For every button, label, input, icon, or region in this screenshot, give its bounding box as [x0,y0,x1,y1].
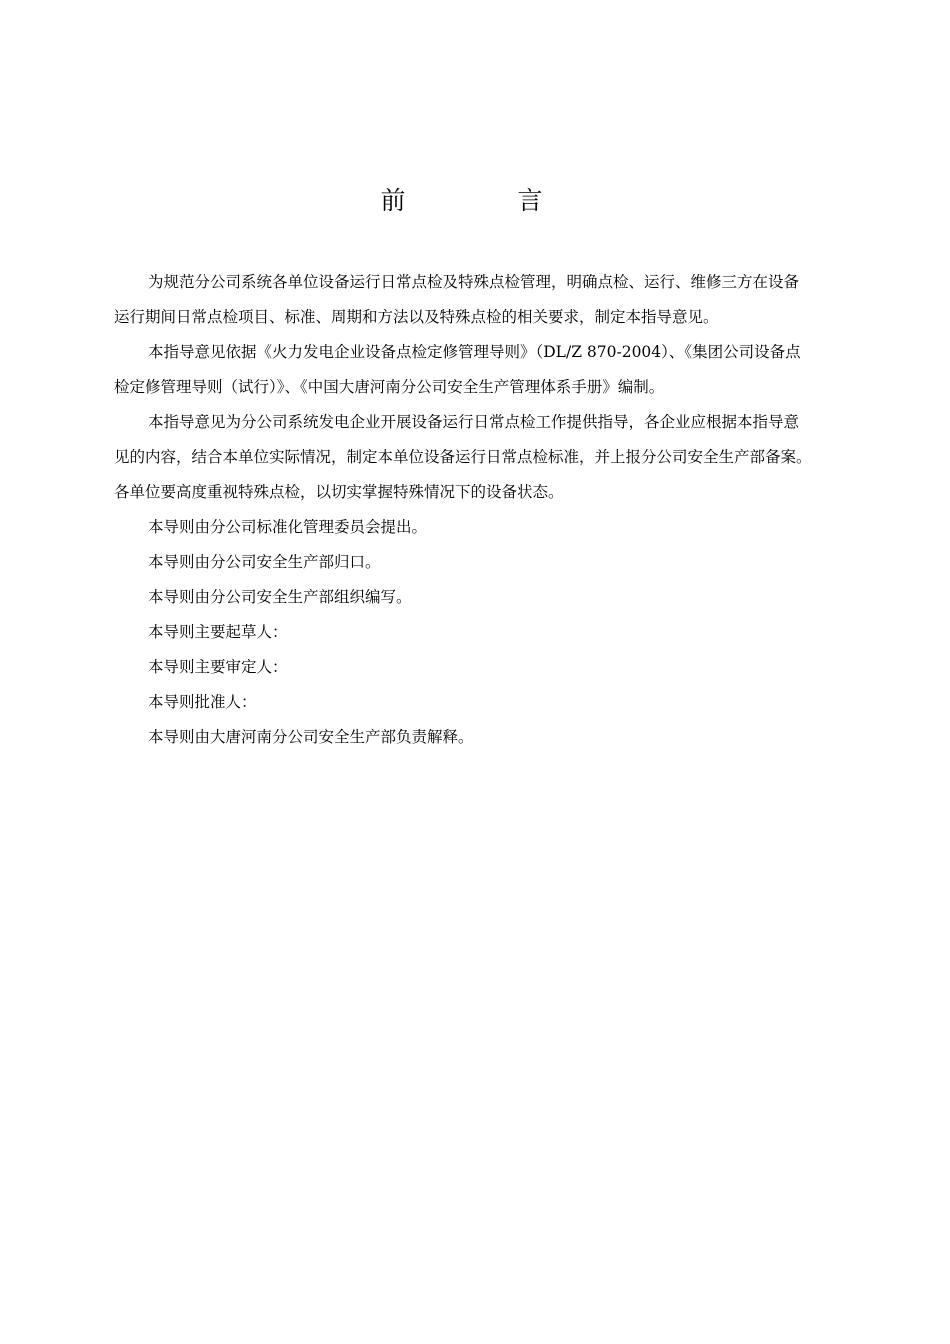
paragraph-purpose [114,265,874,335]
paragraph-line: 本导则由分公司安全生产部归口。 [148,553,381,571]
paragraph-drafters [114,615,874,650]
paragraph-line: 为规范分公司系统各单位设备运行日常点检及特殊点检管理，明确点检、运行、维修三方在设备 [148,273,800,291]
paragraph-proposed-by [114,510,874,545]
page-title: 前 言 [380,186,595,215]
paragraph-line: 本导则批准人： [148,693,257,711]
paragraph-reviewers [114,650,874,685]
paragraph-line: 见的内容，结合本单位实际情况，制定本单位设备运行日常点检标准，并上报分公司安全生产部备案。 [114,448,812,466]
paragraph-line: 本导则由分公司安全生产部组织编写。 [148,588,412,606]
body-text [114,265,874,755]
paragraph-interpretation [114,720,874,755]
paragraph-centralized-by [114,545,874,580]
paragraph-line: 本导则由大唐河南分公司安全生产部负责解释。 [148,728,474,746]
paragraph-approver [114,685,874,720]
paragraph-compiled-by [114,580,874,615]
paragraph-scope [114,405,874,510]
paragraph-line: 各单位要高度重视特殊点检，以切实掌握特殊情况下的设备状态。 [114,483,564,501]
paragraph-line: 本指导意见依据《火力发电企业设备点检定修管理导则》（DL/Z 870-2004）、《集团公司设备点 [148,343,801,361]
paragraph-line: 本指导意见为分公司系统发电企业开展设备运行日常点检工作提供指导，各企业应根据本指导意 [148,413,800,431]
paragraph-line: 本导则主要起草人： [148,623,288,641]
paragraph-line: 运行期间日常点检项目、标准、周期和方法以及特殊点检的相关要求，制定本指导意见。 [114,308,719,326]
paragraph-basis [114,335,874,405]
paragraph-line: 本导则主要审定人： [148,658,288,676]
paragraph-line: 本导则由分公司标准化管理委员会提出。 [148,518,428,536]
paragraph-line: 检定修管理导则（试行）》、《中国大唐河南分公司安全生产管理体系手册》编制。 [114,378,665,396]
